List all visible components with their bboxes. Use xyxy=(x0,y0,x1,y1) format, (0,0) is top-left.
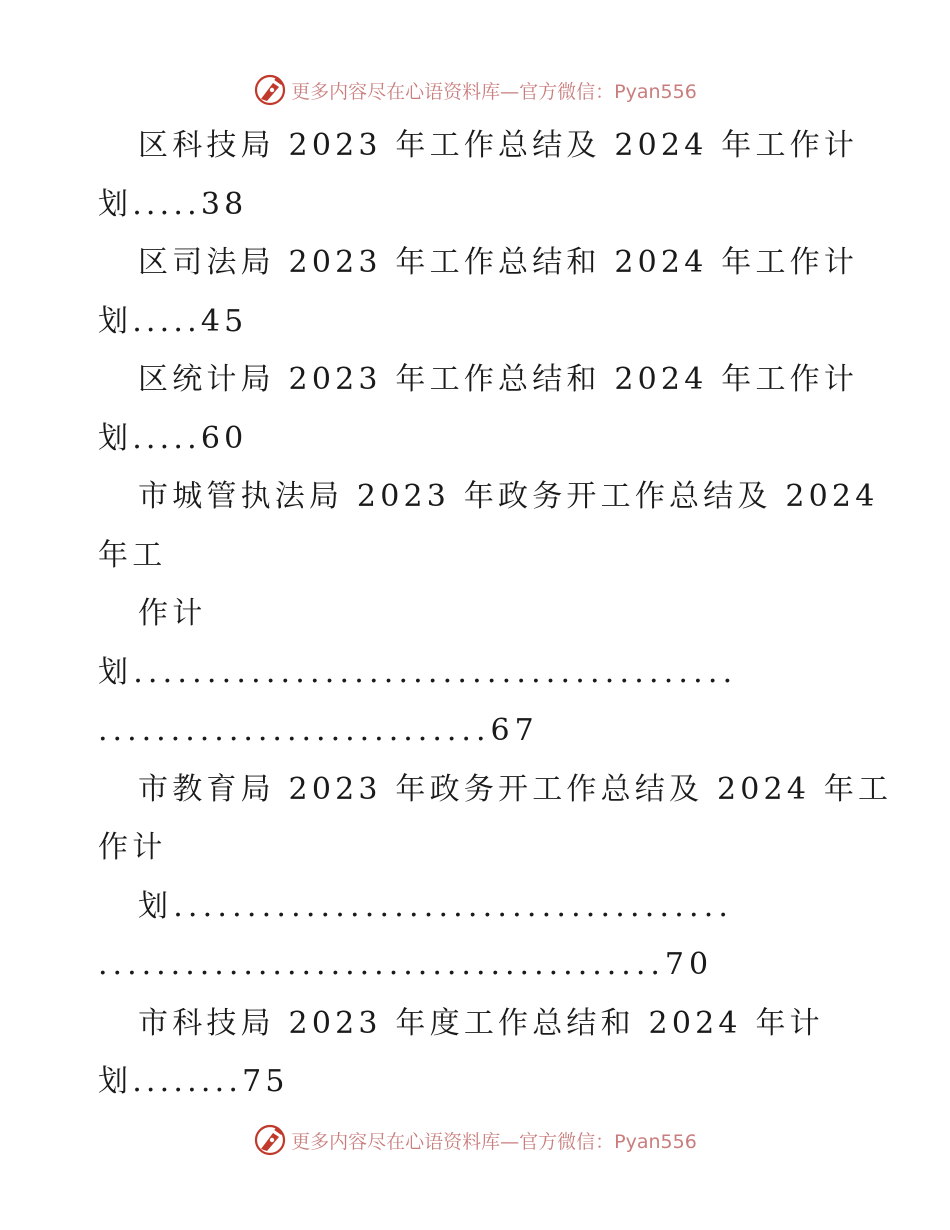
toc-entry-title[interactable]: 年工 xyxy=(98,538,167,573)
toc-entry-page[interactable]: ...........................67 xyxy=(98,713,539,748)
toc-entry-title[interactable]: 区司法局 2023 年工作总结和 2024 年工作计 xyxy=(138,245,859,280)
pen-nib-logo-icon xyxy=(253,73,287,107)
toc-entry-page[interactable]: 划........75 xyxy=(98,1064,289,1099)
header-wechat-id: 官方微信：Pyan556 xyxy=(519,80,697,103)
footer-banner xyxy=(0,1120,950,1160)
header-banner xyxy=(0,70,950,110)
toc-entry-title[interactable]: 市教育局 2023 年政务开工作总结及 2024 年工 xyxy=(138,772,893,807)
toc-entry-page[interactable]: 划.....38 xyxy=(98,187,248,222)
toc-entry-page[interactable]: .......................................70 xyxy=(98,947,714,982)
toc-entry-title[interactable]: 作计 xyxy=(98,830,167,865)
toc-entry-title[interactable]: 市科技局 2023 年度工作总结和 2024 年计 xyxy=(138,1006,824,1041)
pen-nib-logo-icon xyxy=(253,1123,287,1157)
footer-wechat-id: 官方微信：Pyan556 xyxy=(519,1130,697,1153)
toc-entry-page[interactable]: 划.....45 xyxy=(98,304,248,339)
toc-entry-title[interactable]: 市城管执法局 2023 年政务开工作总结及 2024 xyxy=(138,479,879,514)
toc-entry-leader[interactable]: 划......................................... xyxy=(98,655,738,690)
toc-entry-title[interactable]: 区科技局 2023 年工作总结及 2024 年工作计 xyxy=(138,128,859,163)
toc-entry-leader[interactable]: 划...................................... xyxy=(138,889,734,924)
header-banner-text: 更多内容尽在心语资料库— xyxy=(291,80,520,103)
toc-entry-title[interactable]: 作计 xyxy=(138,596,207,631)
footer-banner-text: 更多内容尽在心语资料库— xyxy=(291,1130,520,1153)
toc-entry-title[interactable]: 区统计局 2023 年工作总结和 2024 年工作计 xyxy=(138,362,859,397)
toc-entry-page[interactable]: 划.....60 xyxy=(98,421,248,456)
